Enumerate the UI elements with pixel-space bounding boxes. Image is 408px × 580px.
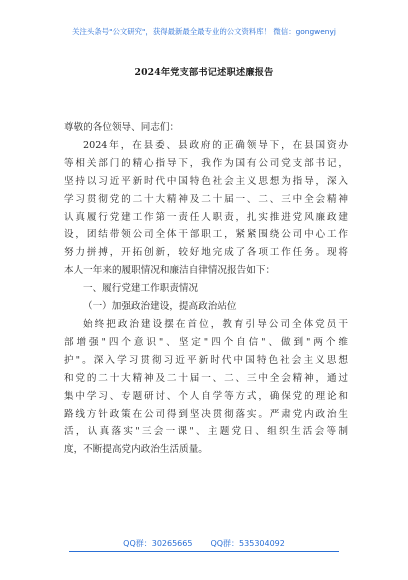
section-heading: 一、履行党建工作职责情况 xyxy=(83,283,199,295)
paragraph-line: 设，团结带领公司全体干部职工，紧紧围绕公司中心工作 xyxy=(64,229,348,241)
paragraph-line: 度，不断提高党内政治生活质量。 xyxy=(64,444,208,456)
subsection-heading: （一）加强政治建设，提高政治站位 xyxy=(83,301,237,313)
paragraph-line: 集中学习、专题研讨、个人自学等方式，确保党的理论和 xyxy=(64,390,348,402)
paragraph-line: 始终把政治建设摆在首位，教育引导公司全体党员干 xyxy=(83,318,348,330)
paragraph-line: 本人一年来的履职情况和廉洁自律情况报告如下： xyxy=(64,265,276,277)
document-body xyxy=(64,119,348,459)
salutation: 尊敬的各位领导、同志们： xyxy=(64,122,180,133)
paragraph-line: 学习贯彻党的二十大精神及二十届一、二、三中全会精神 xyxy=(64,193,348,205)
header-banner: 关注头条号"公文研究"，获得最新最全最专业的公文资料库！ 微信：gongwenyj xyxy=(72,27,336,36)
paragraph-line: 2024年，在县委、县政府的正确领导下，在县国资办 xyxy=(83,139,348,151)
footer-divider xyxy=(69,551,339,552)
paragraph-line: 路线方针政策在公司得到坚决贯彻落实。严肃党内政治生 xyxy=(64,408,348,420)
paragraph-line: 努力拼搏，开拓创新，较好地完成了各项工作任务。现将 xyxy=(64,247,348,259)
paragraph-line: 和党的二十大精神及二十届一、二、三中全会精神，通过 xyxy=(64,372,348,384)
footer xyxy=(0,538,408,552)
paragraph-line: 坚持以习近平新时代中国特色社会主义思想为指导，深入 xyxy=(64,175,348,187)
paragraph-line: 活，认真落实"三会一课"、主题党日、组织生活会等制 xyxy=(64,426,348,438)
paragraph-line: 认真履行党建工作第一责任人职责，扎实推进党风廉政建 xyxy=(64,211,348,223)
document-title: 2024年党支部书记述职述廉报告 xyxy=(134,67,274,78)
paragraph-line: 等相关部门的精心指导下，我作为国有公司党支部书记， xyxy=(64,157,348,169)
footer-qq-group-1: QQ群：30265665 xyxy=(123,539,193,548)
paragraph-line: 部增强"四个意识"、坚定"四个自信"、做到"两个维 xyxy=(64,336,348,348)
footer-qq-group-2: QQ群：535304092 xyxy=(210,539,285,548)
paragraph-line: 护"。深入学习贯彻习近平新时代中国特色社会主义思想 xyxy=(64,354,348,366)
